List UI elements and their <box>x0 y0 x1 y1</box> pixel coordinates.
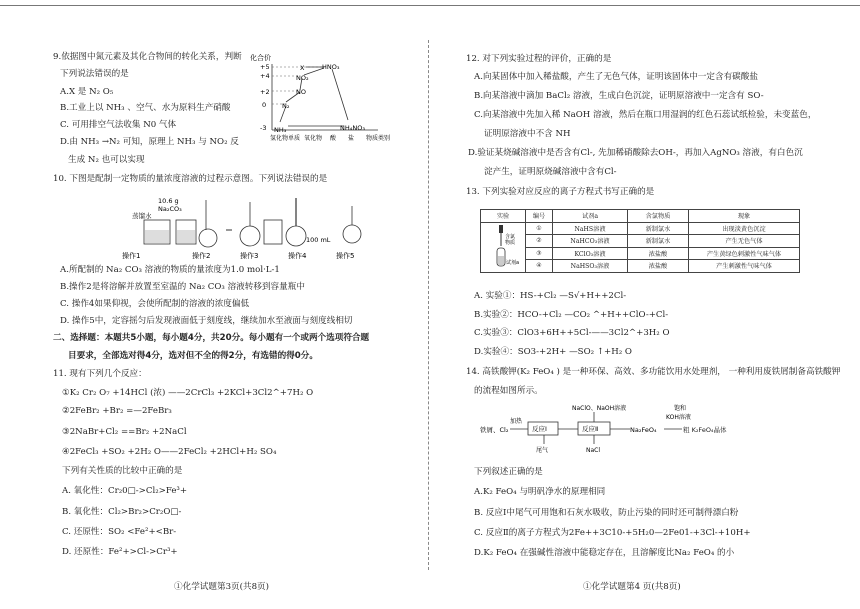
table-row <box>481 235 800 248</box>
q10-water: 蒸馏水 <box>132 212 152 220</box>
q11-option-b: B. 氧化性：Cl₂>Br₂>Cr₂O□- <box>62 507 182 517</box>
q12-option-a: A.向某固体中加入稀盐酸，产生了无色气体，证明该固体中一定含有碳酸盐 <box>474 72 758 82</box>
q10-step-2: 操作2 <box>192 252 211 260</box>
table-cell: 产生黄绿色刺激性气味气体 <box>689 247 800 260</box>
dropper-tube-icon <box>485 224 521 268</box>
q11-option-a: A. 氧化性：Cr₂0□->Cl₂>Fe³+ <box>62 486 188 496</box>
q10-option-d: D. 操作5中，定容摇匀后发现液面低于刻度线，继续加水至液面与刻度线相切 <box>60 316 353 326</box>
flow-reaction-2: 反应Ⅱ <box>582 425 599 433</box>
q9-option-d-line1: D.由 NH₃ →N₂ 可知，原理上 NH₃ 与 NO₂ 反 <box>60 137 239 147</box>
q9-ytick: +2 <box>260 88 270 96</box>
table-row <box>481 222 800 235</box>
q13-option-d: D.实验④：SO3-+2H+ —SO₂ ↑+H₂ O <box>474 347 632 357</box>
q11-question: 下列有关性质的比较中正确的是 <box>62 466 183 476</box>
q11-option-d: D. 还原性：Fe²+>Cl->Cr³+ <box>62 547 178 557</box>
q9-stem-line1: 9.依据图中氮元素及其化合物间的转化关系，判断 <box>53 52 242 62</box>
flow-koh: KOH溶液 <box>666 414 691 421</box>
table-cell: NaHS溶液 <box>553 222 628 235</box>
q11-reaction-3: ③2NaBr+Cl₂ ==Br₂ +2NaCl <box>62 427 187 437</box>
q10-step-5: 操作5 <box>336 252 355 260</box>
q9-xcat: 氢化物 <box>270 135 289 142</box>
q14-stem-line2: 的流程如图所示。 <box>474 386 543 396</box>
q12-option-d-line2: 淀产生，证明原烧碱溶液中含有Cl- <box>484 167 617 177</box>
q9-xcat: 氧化物 <box>304 135 323 142</box>
q9-ytick: +5 <box>260 63 270 71</box>
q11-reaction-4: ④2FeCl₃ +SO₂ +2H₂ O——2FeCl₂ +2HCl+H₂ SO₄ <box>62 447 277 457</box>
right-page-footer: ①化学试题第4 页(共8页) <box>583 582 681 592</box>
q13-device-label: 含氯 <box>505 234 516 240</box>
q10-step-3: 操作3 <box>240 252 259 260</box>
table-cell: NaHCO₃溶液 <box>553 235 628 248</box>
q14-stem-line1: 14. 高铁酸钾(K₂ FeO₄ ) 是一种环保、高效、多功能饮用水处理剂， 一种利用废铁屑制备高铁酸钾 <box>466 367 841 377</box>
q12-option-b: B.向某溶液中滴加 BaCl₂ 溶液，生成白色沉淀，证明原溶液中一定含有 SO- <box>474 91 764 101</box>
table-cell: 新制氯水 <box>628 235 689 248</box>
table-header: 含氯物质 <box>628 210 689 223</box>
flow-top-reagent: NaClO、NaOH溶液 <box>572 405 627 412</box>
q9-xcat: 盐 <box>348 135 355 142</box>
flow-reaction-1: 反应Ⅰ <box>532 425 547 433</box>
q14-question: 下列叙述正确的是 <box>474 467 543 477</box>
q9-point-x: X <box>300 64 305 72</box>
q9-option-d-line2: 生成 N₂ 也可以实现 <box>68 155 145 165</box>
flow-tail-gas: 尾气 <box>536 447 549 454</box>
table-row <box>481 247 800 260</box>
table-cell: 浓盐酸 <box>628 260 689 273</box>
q9-xcat: 酸 <box>330 135 337 142</box>
table-cell: ③ <box>526 247 553 260</box>
q9-option-c: C. 可用排空气法收集 N0 气体 <box>60 120 177 130</box>
table-header: 实验 <box>481 210 526 223</box>
table-cell: 新制氯水 <box>628 222 689 235</box>
q14-option-b: B. 反应Ⅰ中尾气可用饱和石灰水吸收，防止污染的同时还可制得漂白粉 <box>474 508 739 518</box>
q12-option-c-line2: 证明原溶液中不含 NH <box>484 129 571 139</box>
q12-option-c-line1: C.向某溶液中先加入稀 NaOH 溶液，然后在瓶口用湿润的红色石蕊试纸检验，未变蓝色， <box>474 110 817 120</box>
q9-option-b: B.工业上以 NH₃ 、空气、水为原料生产硝酸 <box>60 103 231 113</box>
table-cell: 产生无色气体 <box>689 235 800 248</box>
q10-option-a: A.所配制的 Na₂ CO₃ 溶液的物质的量浓度为1.0 mol·L-1 <box>60 265 280 275</box>
q13-option-b: B.实验②：HCO-+Cl₂ —CO₂ ^+H++ClO-+Cl- <box>474 310 669 320</box>
q9-point-no: NO <box>296 88 306 96</box>
q14-option-c: C. 反应Ⅱ的离子方程式为2Fe++3C10-+5H₂0—2Fe01-+3Cl-+10H+ <box>474 528 751 538</box>
column-divider <box>428 40 429 570</box>
q13-device-label: 试剂a <box>506 260 520 266</box>
table-cell: ④ <box>526 260 553 273</box>
table-row <box>481 260 800 273</box>
q9-ylabel: 化合价 <box>250 54 271 62</box>
q13-device-cell <box>481 222 526 272</box>
q10-option-c: C. 操作4如果仰视，会使所配制的溶液的浓度偏低 <box>60 299 250 309</box>
flow-heat: 加热 <box>510 418 523 425</box>
q9-point-n2: N₂ <box>282 102 290 110</box>
q9-point-hno3: HNO₃ <box>322 63 340 71</box>
table-header-row <box>481 210 800 223</box>
table-cell: NaHSO₃溶液 <box>553 260 628 273</box>
table-cell: 出现淡黄色沉淀 <box>689 222 800 235</box>
flow-saturated: 饱和 <box>674 405 687 412</box>
q10-step-4: 操作4 <box>288 252 307 260</box>
q14-flow-diagram <box>478 402 708 454</box>
q10-step-1: 操作1 <box>122 252 141 260</box>
q9-point-no2: NO₂ <box>296 74 309 82</box>
q9-point-nh3: NH₃ <box>274 126 287 134</box>
q10-salt: Na₂CO₃ <box>158 205 182 213</box>
q9-ytick: -3 <box>260 124 267 132</box>
q14-option-d: D.K₂ FeO₄ 在强碱性溶液中能稳定存在，且溶解度比Na₂ FeO₄ 的小 <box>474 548 735 558</box>
table-cell: ② <box>526 235 553 248</box>
q9-valence-diagram <box>248 50 408 165</box>
table-cell: KClO₃溶液 <box>553 247 628 260</box>
q14-option-a: A.K₂ FeO₄ 与明矾净水的原理相同 <box>474 487 606 497</box>
q11-reaction-2: ②2FeBr₂ +Br₂ =—2FeBr₃ <box>62 406 172 416</box>
table-cell: 产生刺激性气味气体 <box>689 260 800 273</box>
q11-option-c: C. 还原性：SO₂ <Fe²+<Br- <box>62 527 177 537</box>
q11-reaction-1: ①K₂ Cr₂ O₇ +14HCl (浓) ——2CrCl₃ +2KCl+3Cl2^+7H₂ O <box>62 388 314 398</box>
q10-volume: 100 mL <box>306 236 331 244</box>
q13-experiment-table <box>480 209 800 273</box>
q9-stem-line2: 下列说法错误的是 <box>60 69 129 79</box>
q12-stem: 12. 对下列实验过程的评价，正确的是 <box>466 54 612 64</box>
table-header: 编号 <box>526 210 553 223</box>
q13-stem: 13. 下列实验对应反应的离子方程式书写正确的是 <box>466 187 655 197</box>
table-header: 试剂a <box>553 210 628 223</box>
q13-device-label: 物质 <box>505 240 516 246</box>
flow-nacl: NaCl <box>586 447 601 454</box>
q10-mass: 10.6 g <box>158 197 179 205</box>
q10-option-b: B.操作2是将溶解并放置至室温的 Na₂ CO₃ 溶液转移到容量瓶中 <box>60 282 305 292</box>
flow-intermediate: Na₂FeO₄ <box>630 426 657 434</box>
q13-option-a: A. 实验①：HS-+Cl₂ —S√+H++2Cl- <box>474 291 627 301</box>
q11-stem: 11. 现有下列几个反应： <box>53 369 147 379</box>
left-page-footer: ①化学试题第3页(共8页) <box>174 582 269 592</box>
table-cell: 浓盐酸 <box>628 247 689 260</box>
q9-xcat: 物质类别 <box>366 135 391 142</box>
table-header: 现象 <box>689 210 800 223</box>
flow-output: 粗 K₂FeO₄晶体 <box>683 426 727 434</box>
q10-stem: 10. 下图是配制一定物质的量浓度溶液的过程示意图。下列说法错误的是 <box>53 174 328 184</box>
section-2-heading-line2: 目要求，全部选对得4分，选对但不全的得2分，有选错的得0分。 <box>68 351 318 361</box>
section-2-heading-line1: 二、选择题：本题共5小题，每小题4分，共20分。每小题有一个或两个选项符合题 <box>53 333 370 343</box>
q9-ytick: +4 <box>260 72 270 80</box>
q13-option-c: C.实验③：ClO3+6H++5Cl-——3Cl2^+3H₂ O <box>474 328 670 338</box>
top-rule <box>0 5 860 6</box>
q9-option-a: A.X 是 N₂ O₅ <box>60 87 114 97</box>
q10-apparatus-figure <box>100 190 370 262</box>
q9-ytick: 0 <box>262 101 267 109</box>
q9-point-nh4no3: NH₄NO₃ <box>340 124 365 132</box>
flow-input: 铁屑、Cl₂ <box>480 426 509 434</box>
q9-xcat: 单质 <box>288 135 301 142</box>
table-cell: ① <box>526 222 553 235</box>
q12-option-d-line1: D.验证某烧碱溶液中是否含有Cl-, 先加稀硝酸除去OH-，再加入AgNO₃ 溶液，有白色沉 <box>468 148 803 158</box>
